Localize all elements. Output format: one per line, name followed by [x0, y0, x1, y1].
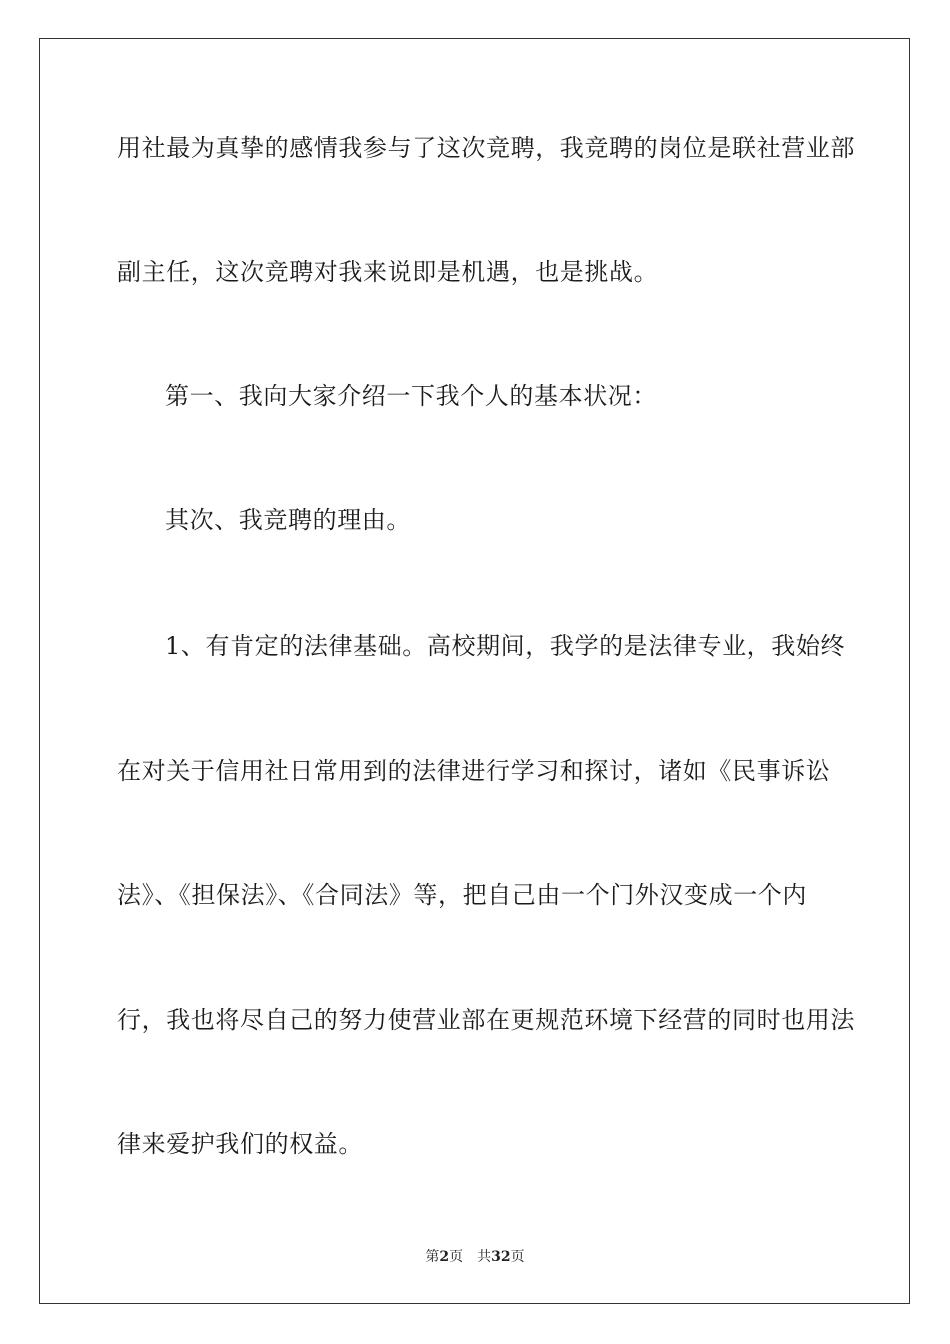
body-text-line-5: 1、有肯定的法律基础。高校期间，我学的是法律专业，我始终: [165, 632, 846, 660]
page-suffix: 页: [449, 1249, 464, 1265]
body-text-line-4: 其次、我竞聘的理由。: [165, 506, 411, 534]
total-suffix: 页: [510, 1249, 525, 1265]
total-prefix: 共: [477, 1249, 492, 1265]
body-text-line-6: 在对关于信用社日常用到的法律进行学习和探讨，诸如《民事诉讼: [117, 757, 831, 785]
page-prefix: 第: [425, 1249, 440, 1265]
total-pages: 32: [491, 1249, 511, 1265]
page-border: [39, 38, 910, 1304]
body-text-line-2: 副主任，这次竞聘对我来说即是机遇，也是挑战。: [117, 258, 659, 286]
body-text-line-1: 用社最为真挚的感情我参与了这次竞聘，我竞聘的岗位是联社营业部: [117, 134, 855, 162]
body-text-line-9: 律来爱护我们的权益。: [117, 1130, 363, 1158]
page-footer: [0, 1248, 950, 1266]
body-text-line-8: 行，我也将尽自己的努力使营业部在更规范环境下经营的同时也用法: [117, 1006, 855, 1034]
page-number: 2: [439, 1249, 450, 1265]
body-text-line-3: 第一、我向大家介绍一下我个人的基本状况：: [165, 382, 657, 410]
body-text-line-7: 法》、《担保法》、《合同法》等，把自己由一个门外汉变成一个内: [117, 881, 807, 909]
